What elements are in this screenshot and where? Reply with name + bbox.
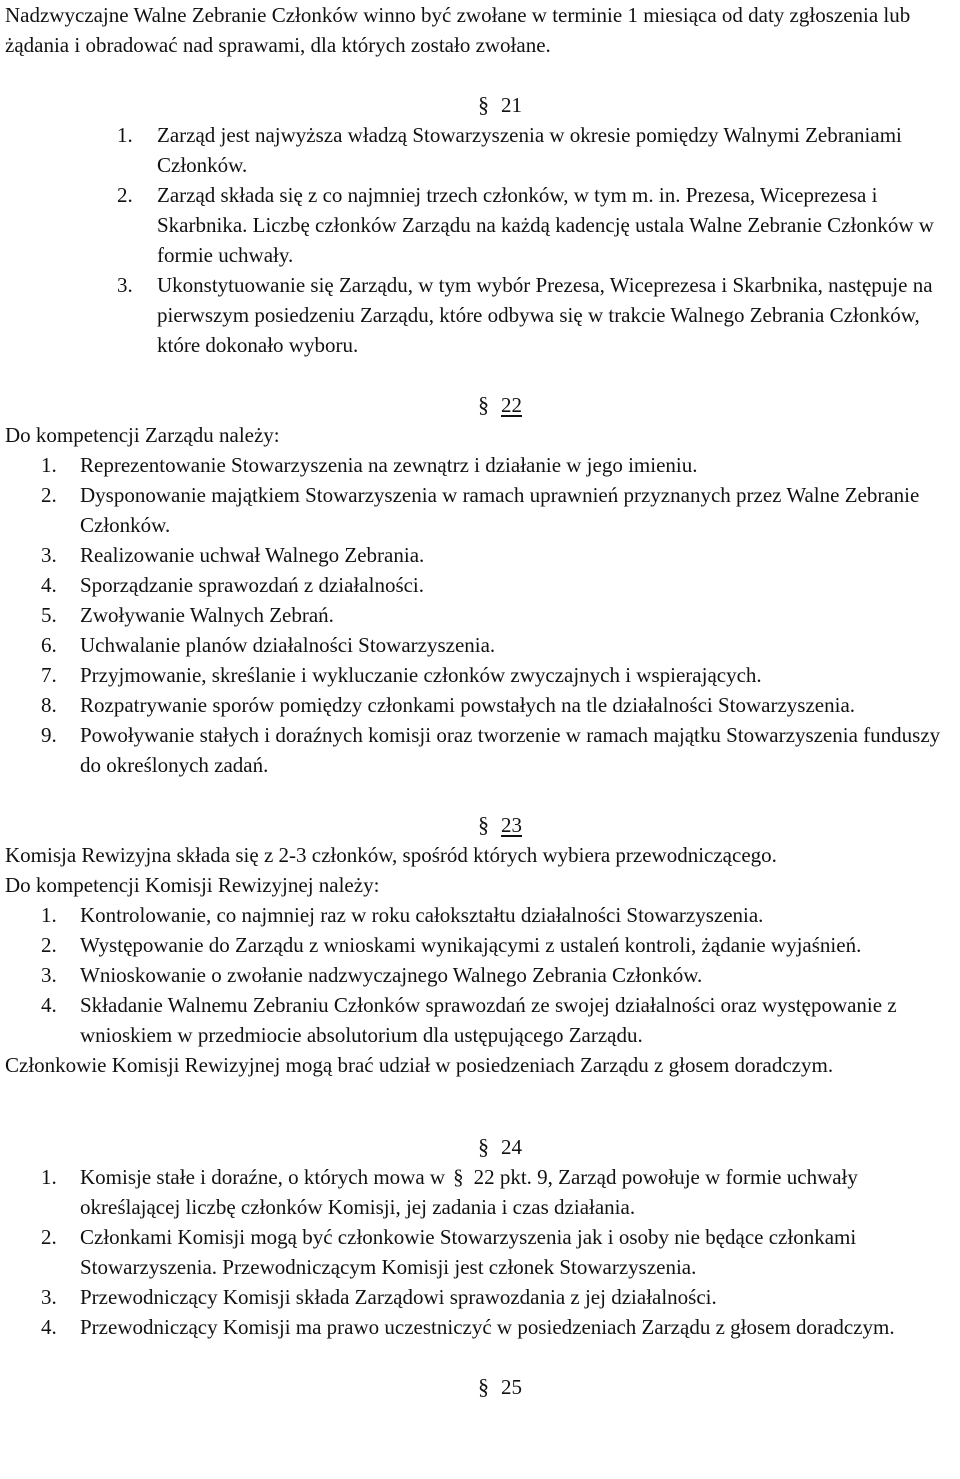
section-number: 25 bbox=[501, 1375, 522, 1399]
list-item: 4. Przewodniczący Komisji ma prawo uczestniczyć w posiedzeniach Zarządu z głosem doradczym. bbox=[41, 1315, 895, 1339]
section-22-lead: Do kompetencji Zarządu należy: bbox=[5, 423, 280, 447]
list-item: 4. Sporządzanie sprawozdań z działalności. bbox=[41, 573, 425, 597]
section-22-heading bbox=[45, 390, 955, 420]
section-symbol: § bbox=[478, 1374, 489, 1399]
list-item: 2. Dysponowanie majątkiem Stowarzyszenia w ramach uprawnień przyznanych przez Walne Zebranie Członków. bbox=[41, 483, 920, 537]
section-21-heading bbox=[45, 90, 955, 120]
intro-paragraph: Nadzwyczajne Walne Zebranie Członków winno być zwołane w terminie 1 miesiąca od daty zgłoszenia lub żądania i obradować nad sprawami, dla których zostało zwołane. bbox=[5, 3, 911, 57]
section-25-heading bbox=[45, 1372, 955, 1402]
section-symbol: § bbox=[453, 1165, 464, 1189]
list-item: 2. Członkami Komisji mogą być członkowie Stowarzyszenia jak i osoby nie będące członkami Stowarzyszenia. Przewodniczącym Komisji jest członek Stowarzyszenia. bbox=[41, 1225, 857, 1279]
section-23-paragraph: Komisja Rewizyjna składa się z 2-3 członków, spośród których wybiera przewodniczącego. bbox=[5, 843, 777, 867]
section-22-list bbox=[5, 450, 955, 780]
list-item: 2. Zarząd składa się z co najmniej trzech członków, w tym m. in. Prezesa, Wiceprezesa i Skarbnika. Liczbę członków Zarządu na każdą kadencję ustala Walne Zebranie Członków w formie uchwały. bbox=[117, 183, 934, 267]
section-symbol: § bbox=[478, 812, 489, 837]
list-item: 3. Realizowanie uchwał Walnego Zebrania. bbox=[41, 543, 425, 567]
section-symbol: § bbox=[478, 392, 489, 417]
list-item: 8. Rozpatrywanie sporów pomiędzy członkami powstałych na tle działalności Stowarzyszenia. bbox=[41, 693, 856, 717]
list-item: 3. Ukonstytuowanie się Zarządu, w tym wybór Prezesa, Wiceprezesa i Skarbnika, następuje na pierwszym posiedzeniu Zarządu, które odbywa się w trakcie Walnego Zebrania Członków, które dokonało wyboru. bbox=[117, 273, 933, 357]
list-item: 9. Powoływanie stałych i doraźnych komisji oraz tworzenie w ramach majątku Stowarzyszenia funduszy do określonych zadań. bbox=[41, 723, 941, 777]
list-item: 3. Przewodniczący Komisji składa Zarządowi sprawozdania z jej działalności. bbox=[41, 1285, 717, 1309]
list-item: 2. Występowanie do Zarządu z wnioskami wynikającymi z ustaleń kontroli, żądanie wyjaśnień. bbox=[41, 933, 862, 957]
section-21-list bbox=[5, 120, 955, 360]
section-23-heading bbox=[45, 810, 955, 840]
list-item: 7. Przyjmowanie, skreślanie i wykluczanie członków zwyczajnych i wspierających. bbox=[41, 663, 762, 687]
section-number: 24 bbox=[501, 1135, 522, 1159]
list-item: 4. Składanie Walnemu Zebraniu Członków sprawozdań ze swojej działalności oraz występowanie z wnioskiem w przedmiocie absolutorium dla ustępującego Zarządu. bbox=[41, 993, 897, 1047]
section-symbol: § bbox=[478, 92, 489, 117]
list-item: 1. Kontrolowanie, co najmniej raz w roku całokształtu działalności Stowarzyszenia. bbox=[41, 903, 764, 927]
list-item: 3. Wnioskowanie o zwołanie nadzwyczajnego Walnego Zebrania Członków. bbox=[41, 963, 703, 987]
section-24-heading bbox=[45, 1132, 955, 1162]
list-item: 1. Zarząd jest najwyższa władzą Stowarzyszenia w okresie pomiędzy Walnymi Zebraniami Członków. bbox=[117, 123, 902, 177]
section-23-list bbox=[5, 900, 955, 1050]
document-page bbox=[5, 0, 955, 1402]
list-item: 1. Komisje stałe i doraźne, o których mowa w § 22 pkt. 9, Zarząd powołuje w formie uchwały określającej liczbę członków Komisji, jej zadania i czas działania. bbox=[5, 1162, 955, 1222]
section-23-lead: Do kompetencji Komisji Rewizyjnej należy: bbox=[5, 873, 380, 897]
section-24-list bbox=[5, 1162, 955, 1342]
section-symbol: § bbox=[478, 1134, 489, 1159]
section-number: 22 bbox=[501, 393, 522, 417]
section-23-closing: Członkowie Komisji Rewizyjnej mogą brać udział w posiedzeniach Zarządu z głosem doradczym. bbox=[5, 1053, 834, 1077]
list-item: 5. Zwoływanie Walnych Zebrań. bbox=[41, 603, 334, 627]
section-number: 21 bbox=[501, 93, 522, 117]
section-number: 23 bbox=[501, 813, 522, 837]
list-item: 6. Uchwalanie planów działalności Stowarzyszenia. bbox=[41, 633, 496, 657]
list-item: 1. Reprezentowanie Stowarzyszenia na zewnątrz i działanie w jego imieniu. bbox=[41, 453, 698, 477]
